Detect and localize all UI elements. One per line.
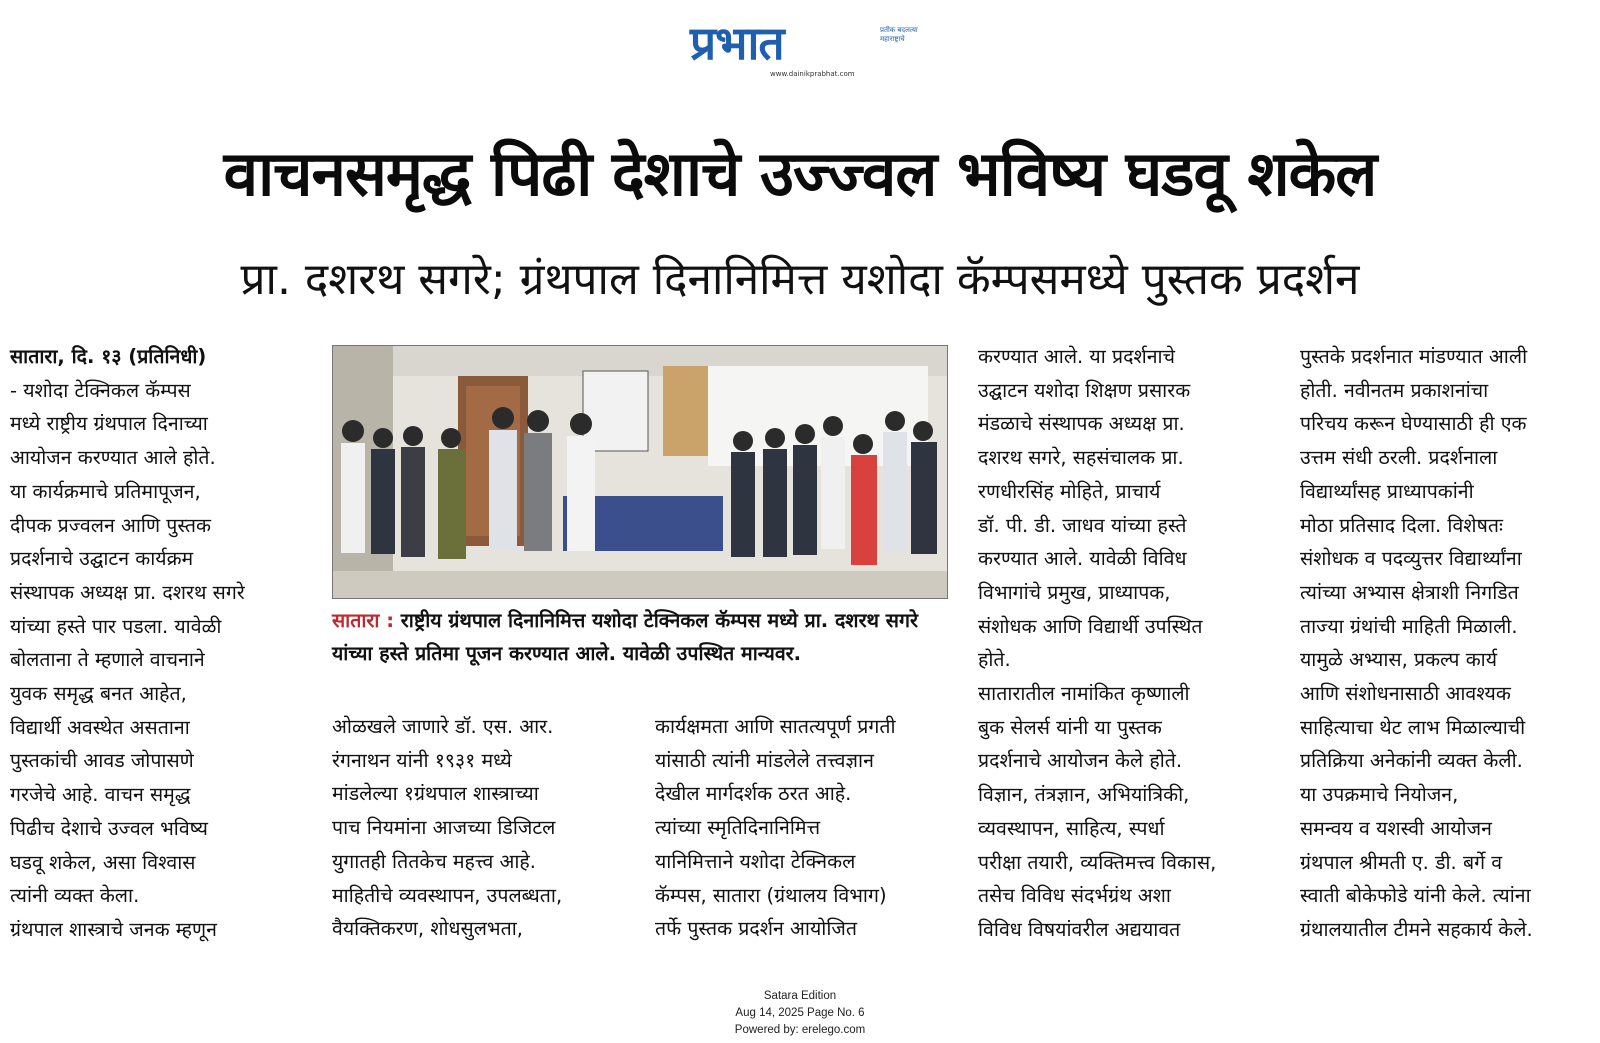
footer-edition: Satara Edition — [763, 990, 837, 1002]
photo-caption — [332, 604, 952, 670]
article-column-2: ओळखले जाणारे डॉ. एस. आर. रंगनाथन यांनी १९३१ मध्ये मांडलेल्या १ग्रंथपाल शास्त्राच्या पाच नियमांना आजच्या डिजिटल युगातही तितकेच महत्त्व आहे. माहितीचे व्यवस्थापन, उपलब्धता, वैयक्तिकरण, शोधसुलभता, — [332, 715, 563, 941]
footer-powered-by: Powered by: erelego.com — [734, 1024, 866, 1036]
article-column-5: पुस्तके प्रदर्शनात मांडण्यात आली होती. नवीनतम प्रकाशनांचा परिचय करून घेण्यासाठी ही एक उत्तम संधी ठरली. प्रदर्शनाला विद्यार्थ्यांसह प्राध्यापकांनी मोठा प्रतिसाद दिला. विशेषतः संशोधक व पदव्युत्तर विद्यार्थ्यांना त्यांच्या अभ्यास क्षेत्राशी निगडित ताज्या ग्रंथांची माहिती मिळाली. यामुळे अभ्यास, प्रकल्प कार्य आणि संशोधनासाठी आवश्यक साहित्याचा थेट लाभ मिळाल्याची प्रतिक्रिया अनेकांनी व्यक्त केली. या उपक्रमाचे नियोजन, समन्वय व यशस्वी आयोजन ग्रंथपाल श्रीमती ए. डी. बर्गे व स्वाती बोकेफोडे यांनी केले. त्यांना ग्रंथालयातील टीमने सहकार्य केले. — [1300, 345, 1533, 941]
article-column-3: कार्यक्षमता आणि सातत्यपूर्ण प्रगती यांसाठी त्यांनी मांडलेले तत्त्वज्ञान देखील मार्गदर्शक ठरत आहे. त्यांच्या स्मृतिदिनानिमित्त यानिमित्ताने यशोदा टेक्निकल कॅम्पस, सातारा (ग्रंथालय विभाग) तर्फे पुस्तक प्रदर्शन आयोजित — [655, 715, 896, 941]
news-photo — [332, 345, 948, 599]
masthead-logo — [690, 18, 920, 80]
logo-tagline: प्रतीक बदलत्या महाराष्ट्राचे — [880, 26, 918, 43]
article-dateline: सातारा, दि. १३ (प्रतिनिधी) — [10, 345, 207, 368]
article-subheadline: प्रा. दशरथ सगरे; ग्रंथपाल दिनानिमित्त यशोदा कॅम्पसमध्ये पुस्तक प्रदर्शन — [240, 254, 1360, 305]
article-headline: वाचनसमृद्ध पिढी देशाचे उज्ज्वल भविष्य घडवू शकेल — [223, 137, 1377, 210]
logo-url: www.dainikprabhat.com — [770, 70, 855, 78]
logo-wordmark: प्रभात — [690, 16, 784, 70]
page-footer — [0, 988, 1600, 1039]
article-column-4: करण्यात आले. या प्रदर्शनाचे उद्घाटन यशोदा शिक्षण प्रसारक मंडळाचे संस्थापक अध्यक्ष प्रा. दशरथ सगरे, सहसंचालक प्रा. रणधीरसिंह मोहिते, प्राचार्य डॉ. पी. डी. जाधव यांच्या हस्ते करण्यात आले. यावेळी विविध विभागांचे प्रमुख, प्राध्यापक, संशोधक आणि विद्यार्थी उपस्थित होते. सातारातील नामांकित कृष्णाली बुक सेलर्स यांनी या पुस्तक प्रदर्शनाचे आयोजन केले होते. विज्ञान, तंत्रज्ञान, अभियांत्रिकी, व्यवस्थापन, साहित्य, स्पर्धा परीक्षा तयारी, व्यक्तिमत्त्व विकास, तसेच विविध संदर्भग्रंथ अशा विविध विषयांवरील अद्ययावत — [978, 345, 1217, 941]
caption-text: राष्ट्रीय ग्रंथपाल दिनानिमित्त यशोदा टेक्निकल कॅम्पस मध्ये प्रा. दशरथ सगरे यांच्या हस्ते प्रतिमा पूजन करण्यात आले. यावेळी उपस्थित मान्यवर. — [332, 609, 918, 665]
photo-illustration — [333, 346, 947, 598]
column-1-text: - यशोदा टेक्निकल कॅम्पस मध्ये राष्ट्रीय ग्रंथपाल दिनाच्या आयोजन करण्यात आले होते. या कार्यक्रमाचे प्रतिमापूजन, दीपक प्रज्वलन आणि पुस्तक प्रदर्शनाचे उद्घाटन कार्यक्रम संस्थापक अध्यक्ष प्रा. दशरथ सगरे यांच्या हस्ते पार पडला. यावेळी बोलताना ते म्हणाले वाचनाने युवक समृद्ध बनत आहेत, विद्यार्थी अवस्थेत असताना पुस्तकांची आवड जोपासणे गरजेचे आहे. वाचन समृद्ध पिढीच देशाचे उज्वल भविष्य घडवू शकेल, असा विश्वास त्यांनी व्यक्त केला. ग्रंथपाल शास्त्राचे जनक म्हणून — [10, 378, 245, 941]
article-column-1 — [10, 340, 310, 947]
caption-place: सातारा : — [332, 609, 395, 632]
footer-date-page: Aug 14, 2025 Page No. 6 — [735, 1007, 865, 1019]
